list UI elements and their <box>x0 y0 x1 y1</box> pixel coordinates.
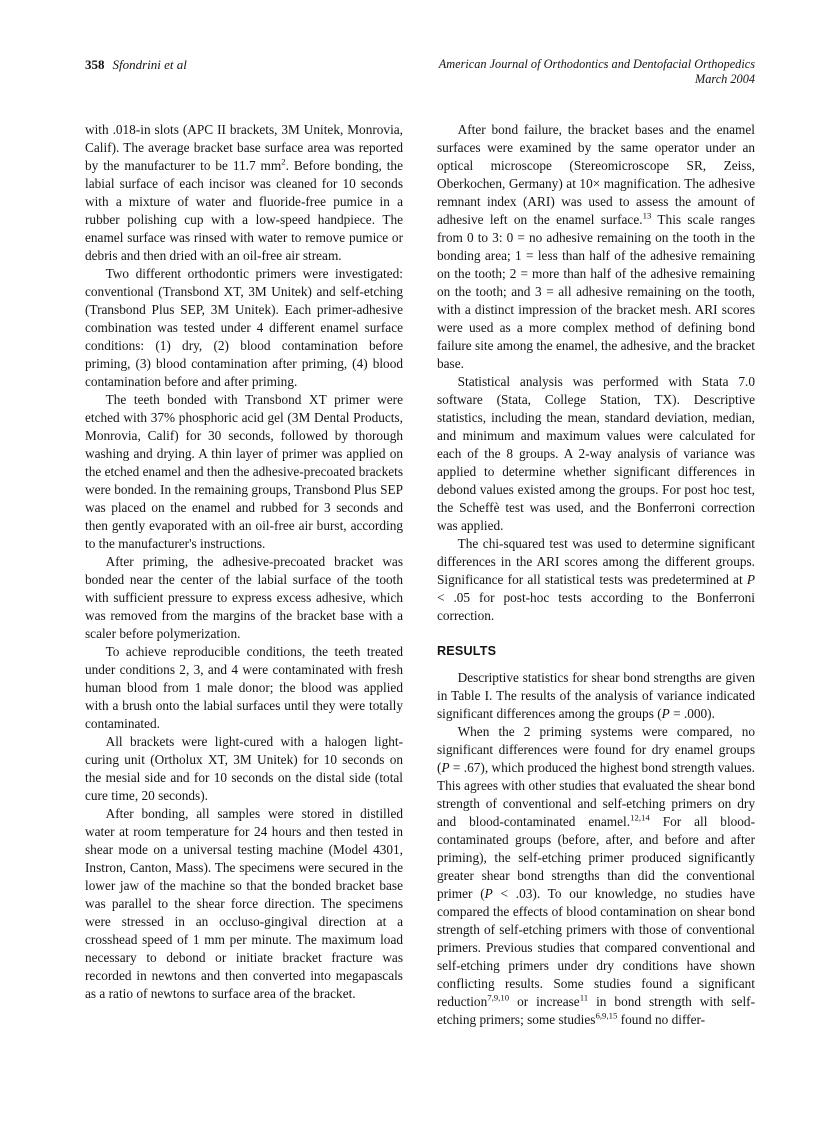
journal-date: March 2004 <box>695 72 755 86</box>
left-column <box>85 121 403 1029</box>
text-run: The teeth bonded with Transbond XT primer were etched with 37% phosphoric acid gel (3M Dental Products, Monrovia, Calif) for 30 seconds, followed by thorough washing and drying. A thin layer of primer was applied on the etched enamel and then the adhesive-precoated brackets were bonded. In the remaining groups, Transbond Plus SEP was placed on the enamel and rubbed for 3 seconds and then gently evaporated with an oil-free air burst, according to the manufacturer's instructions. <box>85 392 403 551</box>
running-head-left <box>85 57 187 72</box>
text-run: After bonding, all samples were stored in distilled water at room temperature for 24 hours and then tested in shear mode on a universal testing machine (Model 4301, Instron, Canton, Mass). The specimens were secured in the lower jaw of the machine so that the bonded bracket base was parallel to the shear force direction. The specimens were stressed in an occluso-gingival direction at a crosshead speed of 1 mm per minute. The maximum load necessary to debond or initiate bracket fracture was recorded in newtons and then converted into megapascals as a ratio of newtons to surface area of the bracket. <box>85 806 403 1001</box>
paragraph <box>85 121 403 265</box>
text-run: = .67), which produced the highest bond strength values. This agrees with other studies that evaluated the shear bond strength of conventional and self-etching primers on dry and blood-contaminated enamel. <box>437 760 755 829</box>
paragraph <box>437 535 755 625</box>
text-run: Statistical analysis was performed with Stata 7.0 software (Stata, College Station, TX). Descriptive statistics, including the mean, standard deviation, median, and minimum and maximum values were calculated for each of the 8 groups. A 2-way analysis of variance was applied to determine whether significant differences in debond values existed among the groups. For post hoc test, the Scheffè test was used, and the Bonferroni correction was applied. <box>437 374 755 533</box>
right-column <box>437 121 755 1029</box>
text-run: Two different orthodontic primers were investigated: conventional (Transbond XT, 3M Unitek) and self-etching (Transbond Plus SEP, 3M Unitek). Each primer-adhesive combination was tested under 4 different enamel surface conditions: (1) dry, (2) blood contamination before priming, (3) blood contamination after priming, (4) blood contamination before and after priming. <box>85 266 403 389</box>
text-run: . Before bonding, the labial surface of each incisor was cleaned for 10 seconds with a mixture of water and fluoride-free pumice in a rubber polishing cup with a low-speed handpiece. The enamel surface was rinsed with water to remove pumice or debris and then dried with an oil-free air stream. <box>85 158 403 263</box>
text-run: When the 2 priming systems were compared, no significant differences were found for dry enamel groups ( <box>437 724 755 775</box>
text-run: Descriptive statistics for shear bond strengths are given in Table I. The results of the analysis of variance indicated significant differences among the groups ( <box>437 670 755 721</box>
text-run: in bond strength with self-etching primers; some studies <box>437 994 755 1027</box>
text-run: All brackets were light-cured with a halogen light-curing unit (Ortholux XT, 3M Unitek) for 10 seconds on the mesial side and for 10 seconds on the distal side (total cure time, 20 seconds). <box>85 734 403 803</box>
journal-name: American Journal of Orthodontics and Dentofacial Orthopedics <box>438 57 755 71</box>
running-head-right <box>439 57 755 87</box>
paragraph <box>85 805 403 1003</box>
reference-superscript: 7,9,10 <box>487 992 510 1003</box>
page-header <box>85 57 755 87</box>
text-run: After bond failure, the bracket bases and the enamel surfaces were examined by the same operator under an optical microscope (Stereomicroscope SR, Zeiss, Oberkochen, Germany) at 10× magnification. The adhesive remnant index (ARI) was used to assess the amount of adhesive left on the enamel surface. <box>437 122 755 227</box>
italic-run: P <box>661 706 670 721</box>
reference-superscript: 13 <box>642 210 652 221</box>
paragraph <box>85 265 403 391</box>
reference-superscript: 6,9,15 <box>595 1010 618 1021</box>
article-body <box>85 121 755 1029</box>
paragraph <box>85 553 403 643</box>
text-run: with .018-in slots (APC II brackets, 3M Unitek, Monrovia, Calif). The average bracket base surface area was reported by the manufacturer to be 11.7 mm <box>85 122 403 173</box>
paragraph <box>85 733 403 805</box>
paragraph <box>437 121 755 373</box>
text-run: For all blood-contaminated groups (before, after, and before and after priming), the self-etching primer produced significantly greater shear bond strengths than did the conventional primer ( <box>437 814 756 901</box>
italic-run: P <box>484 886 493 901</box>
text-run: This scale ranges from 0 to 3: 0 = no adhesive remaining on the tooth in the bonding area; 1 = less than half of the adhesive remaining on the tooth; 2 = more than half of the adhesive remaining on the tooth; and 3 = all adhesive remaining on the tooth, with a distinct impression of the bracket mesh. ARI scores were used as a more complex method of defining bond failure site among the enamel, the adhesive, and the bracket base. <box>437 212 756 371</box>
text-run: The chi-squared test was used to determine significant differences in the ARI scores among the different groups. Significance for all statistical tests was predetermined at <box>437 536 755 587</box>
text-run: or increase <box>509 994 580 1009</box>
running-authors: Sfondrini et al <box>112 57 187 72</box>
paragraph <box>437 723 755 1029</box>
italic-run: P <box>746 572 755 587</box>
reference-superscript: 12,14 <box>630 812 650 823</box>
text-run: found no differ- <box>617 1012 706 1027</box>
paragraph <box>85 643 403 733</box>
reference-superscript: 2 <box>281 156 286 167</box>
reference-superscript: 11 <box>579 992 589 1003</box>
paragraph <box>437 669 755 723</box>
text-run: To achieve reproducible conditions, the teeth treated under conditions 2, 3, and 4 were contaminated with fresh human blood from 1 male donor; the blood was applied with a brush onto the labial surfaces until they were totally contaminated. <box>85 644 403 731</box>
text-run: = .000). <box>669 706 715 721</box>
section-heading-results: RESULTS <box>437 644 497 658</box>
italic-run: P <box>441 760 450 775</box>
paragraph <box>437 373 755 535</box>
text-run: < .03). To our knowledge, no studies have compared the effects of blood contamination on shear bond strength of self-etching primers with those of conventional primers. Previous studies that compared conventional and self-etching primers under dry conditions have shown conflicting results. Some studies found a significant reduction <box>437 886 756 1009</box>
text-run: After priming, the adhesive-precoated bracket was bonded near the center of the labial surface of the tooth with sufficient pressure to express excess adhesive, which was removed from the margins of the bracket base with a scaler before polymerization. <box>85 554 403 641</box>
text-run: < .05 for post-hoc tests according to the Bonferroni correction. <box>437 590 755 623</box>
page-number: 358 <box>85 57 105 72</box>
paragraph <box>85 391 403 553</box>
